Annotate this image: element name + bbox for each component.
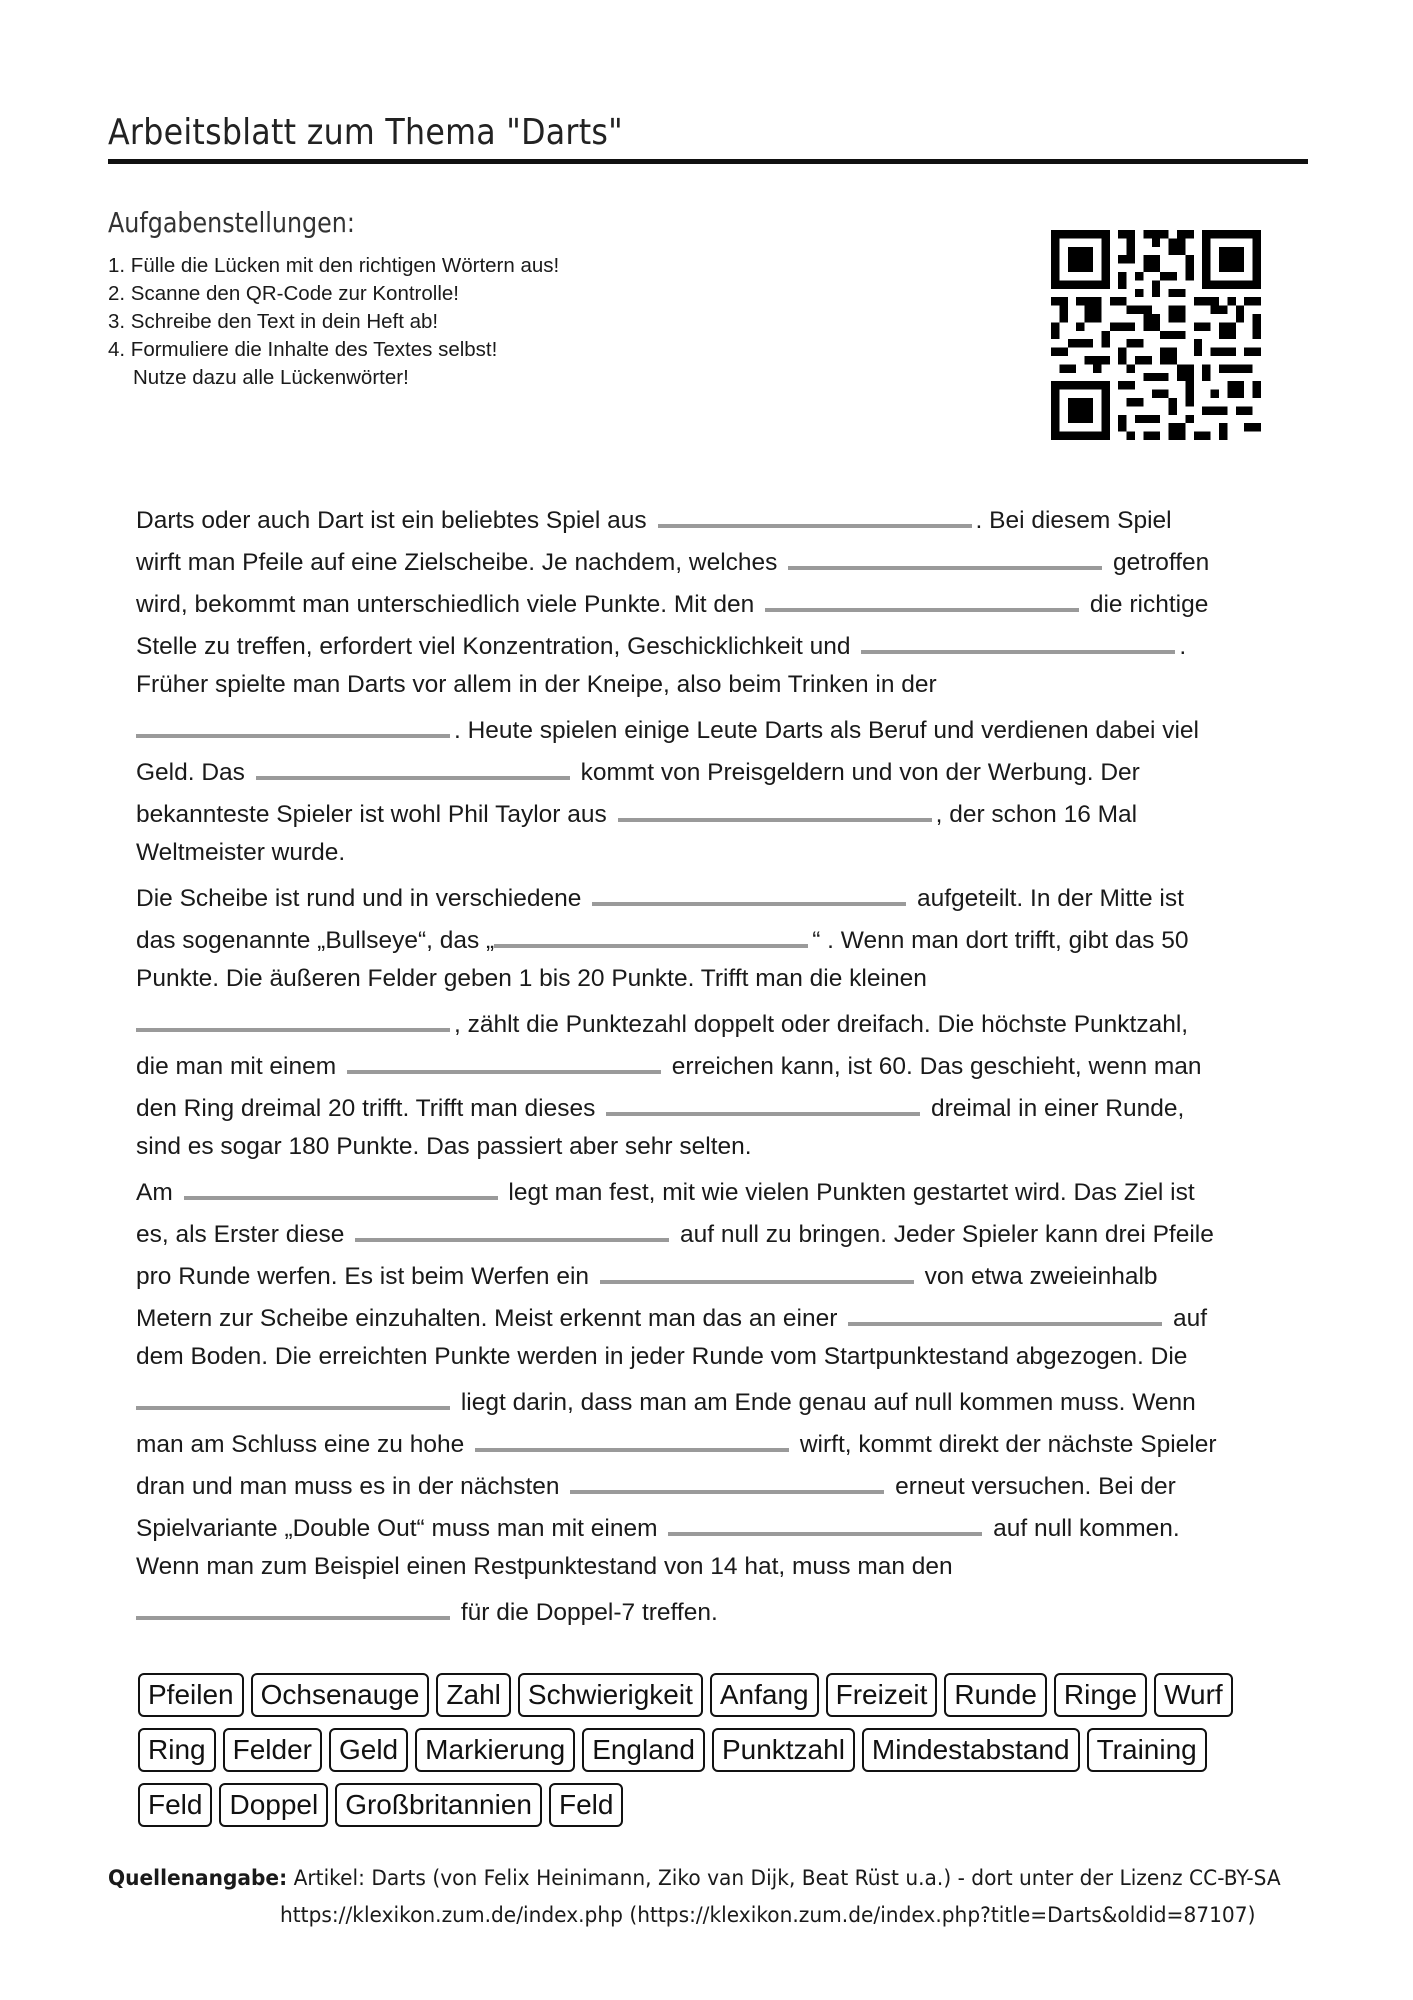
text-line: liegt darin, dass man am Ende genau auf null kommen muss. Wenn — [136, 1378, 1296, 1420]
word-chip[interactable]: Runde — [944, 1673, 1047, 1717]
text-line: dran und man muss es in der nächsten erneut versuchen. Bei der — [136, 1462, 1296, 1504]
gap-field[interactable] — [136, 706, 450, 738]
gap-field[interactable] — [861, 622, 1175, 654]
text-line: Stelle zu treffen, erfordert viel Konzentration, Geschicklichkeit und . — [136, 622, 1296, 664]
text-line: die man mit einem erreichen kann, ist 60. Das geschieht, wenn man — [136, 1042, 1296, 1084]
word-chip[interactable]: Feld — [549, 1783, 623, 1827]
instruction-item: Nutze dazu alle Lückenwörter! — [133, 366, 409, 389]
word-chip[interactable]: Felder — [223, 1728, 322, 1772]
word-chip[interactable]: Markierung — [415, 1728, 575, 1772]
gap-field[interactable] — [600, 1252, 914, 1284]
text-line: den Ring dreimal 20 trifft. Trifft man dieses dreimal in einer Runde, — [136, 1084, 1296, 1126]
gap-field[interactable] — [355, 1210, 669, 1242]
gap-field[interactable] — [668, 1504, 982, 1536]
word-bank — [138, 1673, 1298, 1838]
text-line: Früher spielte man Darts vor allem in der Kneipe, also beim Trinken in der — [136, 671, 937, 698]
text-line: Geld. Das kommt von Preisgeldern und von der Werbung. Der — [136, 748, 1296, 790]
text-line: sind es sogar 180 Punkte. Das passiert aber sehr selten. — [136, 1133, 752, 1160]
word-chip[interactable]: Doppel — [219, 1783, 328, 1827]
gap-field[interactable] — [765, 580, 1079, 612]
text-line: das sogenannte „Bullseye“, das „ “ . Wenn man dort trifft, gibt das 50 — [136, 916, 1296, 958]
gap-field[interactable] — [570, 1462, 884, 1494]
word-chip[interactable]: Training — [1087, 1728, 1207, 1772]
qr-code-icon[interactable] — [1051, 230, 1261, 440]
instructions-heading: Aufgabenstellungen: — [108, 206, 355, 239]
word-chip[interactable]: Pfeilen — [138, 1673, 244, 1717]
word-chip[interactable]: Geld — [329, 1728, 408, 1772]
word-chip[interactable]: Ochsenauge — [251, 1673, 430, 1717]
gap-field[interactable] — [136, 1378, 450, 1410]
word-chip[interactable]: Feld — [138, 1783, 212, 1827]
gap-field[interactable] — [658, 496, 972, 528]
text-line: wird, bekommt man unterschiedlich viele Punkte. Mit den die richtige — [136, 580, 1296, 622]
word-chip[interactable]: Ring — [138, 1728, 216, 1772]
gap-field[interactable] — [592, 874, 906, 906]
gap-field[interactable] — [618, 790, 932, 822]
text-line: Weltmeister wurde. — [136, 839, 346, 866]
text-line: Die Scheibe ist rund und in verschiedene aufgeteilt. In der Mitte ist — [136, 874, 1296, 916]
gap-field[interactable] — [347, 1042, 661, 1074]
text-line: , zählt die Punktezahl doppelt oder dreifach. Die höchste Punktzahl, — [136, 1000, 1296, 1042]
text-line: Am legt man fest, mit wie vielen Punkten gestartet wird. Das Ziel ist — [136, 1168, 1296, 1210]
gap-field[interactable] — [788, 538, 1102, 570]
text-line: Spielvariante „Double Out“ muss man mit einem auf null kommen. — [136, 1504, 1296, 1546]
instruction-item: 1. Fülle die Lücken mit den richtigen Wörtern aus! — [108, 254, 560, 277]
text-line: dem Boden. Die erreichten Punkte werden in jeder Runde vom Startpunktestand abgezogen. Die — [136, 1343, 1188, 1370]
word-chip[interactable]: Großbritannien — [335, 1783, 542, 1827]
gap-field[interactable] — [475, 1420, 789, 1452]
word-chip[interactable]: Ringe — [1054, 1673, 1147, 1717]
source-citation — [108, 1866, 1281, 1890]
gap-field[interactable] — [136, 1000, 450, 1032]
word-chip[interactable]: Freizeit — [826, 1673, 938, 1717]
text-line: wirft man Pfeile auf eine Zielscheibe. Je nachdem, welches getroffen — [136, 538, 1296, 580]
word-chip[interactable]: Wurf — [1154, 1673, 1233, 1717]
gap-field[interactable] — [494, 916, 808, 948]
gap-field[interactable] — [256, 748, 570, 780]
text-line: Metern zur Scheibe einzuhalten. Meist erkennt man das an einer auf — [136, 1294, 1296, 1336]
gap-field[interactable] — [184, 1168, 498, 1200]
text-line: Wenn man zum Beispiel einen Restpunktestand von 14 hat, muss man den — [136, 1553, 953, 1580]
word-bank-row — [138, 1728, 1298, 1772]
text-line: pro Runde werfen. Es ist beim Werfen ein von etwa zweieinhalb — [136, 1252, 1296, 1294]
word-bank-row — [138, 1783, 1298, 1827]
text-line: Punkte. Die äußeren Felder geben 1 bis 20 Punkte. Trifft man die kleinen — [136, 965, 927, 992]
title-divider — [108, 159, 1308, 164]
gap-field[interactable] — [136, 1588, 450, 1620]
text-line: für die Doppel-7 treffen. — [136, 1588, 1296, 1630]
instruction-item: 3. Schreibe den Text in dein Heft ab! — [108, 310, 439, 333]
instruction-item: 2. Scanne den QR-Code zur Kontrolle! — [108, 282, 459, 305]
text-line: . Heute spielen einige Leute Darts als Beruf und verdienen dabei viel — [136, 706, 1296, 748]
gap-field[interactable] — [606, 1084, 920, 1116]
text-line: man am Schluss eine zu hohe wirft, kommt direkt der nächste Spieler — [136, 1420, 1296, 1462]
word-chip[interactable]: Punktzahl — [712, 1728, 855, 1772]
page-title: Arbeitsblatt zum Thema "Darts" — [108, 112, 623, 153]
instructions-list — [108, 252, 559, 392]
source-label: Quellenangabe: — [108, 1866, 288, 1890]
word-chip[interactable]: Mindestabstand — [862, 1728, 1080, 1772]
instruction-item: 4. Formuliere die Inhalte des Textes selbst! — [108, 338, 498, 361]
text-line: Darts oder auch Dart ist ein beliebtes Spiel aus . Bei diesem Spiel — [136, 496, 1296, 538]
cloze-text — [136, 496, 1296, 1630]
text-line: es, als Erster diese auf null zu bringen. Jeder Spieler kann drei Pfeile — [136, 1210, 1296, 1252]
word-chip[interactable]: England — [582, 1728, 705, 1772]
word-chip[interactable]: Schwierigkeit — [518, 1673, 703, 1717]
gap-field[interactable] — [848, 1294, 1162, 1326]
source-text: Artikel: Darts (von Felix Heinimann, Ziko van Dijk, Beat Rüst u.a.) - dort unter der Lizenz CC-BY-SA — [293, 1866, 1281, 1890]
text-line: bekannteste Spieler ist wohl Phil Taylor aus , der schon 16 Mal — [136, 790, 1296, 832]
source-url[interactable]: https://klexikon.zum.de/index.php (https://klexikon.zum.de/index.php?title=Darts&oldid=87107) — [280, 1903, 1256, 1927]
word-bank-row — [138, 1673, 1298, 1717]
word-chip[interactable]: Zahl — [436, 1673, 510, 1717]
word-chip[interactable]: Anfang — [710, 1673, 819, 1717]
